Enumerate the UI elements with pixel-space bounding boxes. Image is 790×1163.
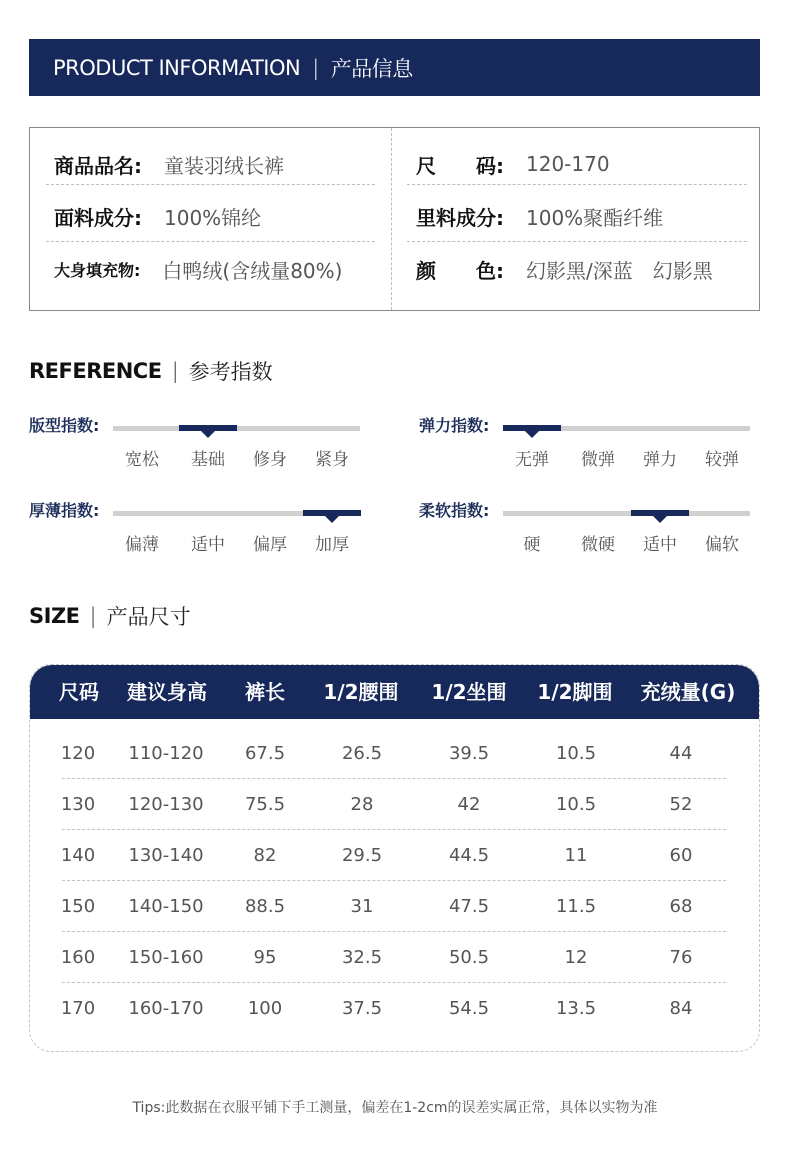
table-cell: 75.5: [244, 794, 286, 815]
index-option: 偏软: [705, 535, 739, 555]
index-softness: [419, 498, 779, 558]
product-name-value: 童装羽绒长裤: [164, 153, 284, 178]
column-header: 建议身高: [127, 680, 207, 704]
color-value: 幻影黑/深蓝: [526, 258, 633, 283]
table-cell: 60: [669, 845, 693, 866]
size-table: [29, 664, 760, 1052]
table-cell: 110-120: [128, 743, 204, 764]
table-cell: 52: [669, 794, 693, 815]
table-cell: 26.5: [341, 743, 383, 764]
table-row: [62, 932, 726, 983]
size-table-header: [30, 665, 759, 719]
table-row: [62, 728, 726, 779]
measurement-tips: Tips:此数据在衣服平铺下手工测量，偏差在1-2cm的误差实属正常，具体以实物为准: [132, 1100, 658, 1116]
table-row: [62, 830, 726, 881]
index-option: 偏厚: [253, 535, 287, 555]
info-size: [416, 136, 610, 192]
table-cell: 130-140: [128, 845, 204, 866]
index-marker-pointer: [324, 515, 340, 523]
info-color: [416, 241, 713, 297]
table-cell: 44: [669, 743, 693, 764]
column-header: 充绒量(G): [640, 680, 736, 704]
table-cell: 12: [564, 947, 588, 968]
size-separator: |: [89, 604, 97, 628]
index-label: 弹力指数:: [419, 416, 490, 435]
table-cell: 160-170: [128, 998, 204, 1019]
banner-title-cn: 产品信息: [330, 56, 413, 81]
table-cell: 84: [669, 998, 693, 1019]
table-cell: 10.5: [555, 794, 597, 815]
table-cell: 76: [669, 947, 693, 968]
reference-separator: |: [171, 359, 179, 383]
index-option: 加厚: [315, 535, 349, 555]
index-option: 微硬: [581, 535, 615, 555]
size-title-cn: 产品尺寸: [106, 605, 191, 629]
filling-value: 白鸭绒(含绒量80%): [162, 258, 343, 283]
table-cell: 68: [669, 896, 693, 917]
table-row: [62, 881, 726, 932]
reference-heading: [29, 356, 273, 386]
table-cell: 28: [350, 794, 374, 815]
info-divider-vertical: [391, 128, 392, 310]
index-marker-pointer: [200, 430, 216, 438]
table-cell: 140: [60, 845, 96, 866]
table-cell: 50.5: [448, 947, 490, 968]
fabric-label: 面料成分:: [54, 205, 142, 230]
index-thickness: [29, 498, 389, 558]
info-product-name: [54, 136, 284, 192]
index-option: 微弹: [581, 450, 615, 470]
color-value-extra: 幻影黑: [652, 258, 713, 283]
table-cell: 10.5: [555, 743, 597, 764]
table-cell: 47.5: [448, 896, 490, 917]
index-label: 厚薄指数:: [29, 501, 100, 520]
size-value: 120-170: [526, 152, 610, 176]
lining-value: 100%聚酯纤维: [526, 205, 664, 230]
index-option: 紧身: [315, 450, 349, 470]
index-label: 柔软指数:: [419, 501, 490, 520]
product-info-table: [29, 127, 760, 311]
filling-label: 大身填充物:: [54, 260, 141, 280]
table-cell: 140-150: [128, 896, 204, 917]
table-cell: 170: [60, 998, 96, 1019]
column-header: 裤长: [245, 680, 285, 704]
table-cell: 100: [247, 998, 283, 1019]
table-cell: 88.5: [244, 896, 286, 917]
index-elasticity: [419, 413, 779, 473]
table-cell: 37.5: [341, 998, 383, 1019]
table-cell: 67.5: [244, 743, 286, 764]
table-row: [62, 983, 726, 1034]
table-cell: 39.5: [448, 743, 490, 764]
reference-title-cn: 参考指数: [188, 360, 273, 384]
index-marker-pointer: [652, 515, 668, 523]
table-cell: 44.5: [448, 845, 490, 866]
table-cell: 120-130: [128, 794, 204, 815]
index-option: 适中: [643, 535, 677, 555]
table-cell: 150-160: [128, 947, 204, 968]
info-fabric: [54, 188, 261, 244]
index-marker-pointer: [524, 430, 540, 438]
table-cell: 130: [60, 794, 96, 815]
index-label: 版型指数:: [29, 416, 100, 435]
index-option: 无弹: [515, 450, 549, 470]
table-cell: 42: [457, 794, 481, 815]
reference-title-en: REFERENCE: [29, 359, 162, 383]
table-cell: 82: [253, 845, 277, 866]
banner-title-en: PRODUCT INFORMATION: [53, 55, 301, 80]
color-label: 颜 色:: [416, 258, 504, 283]
index-option: 修身: [253, 450, 287, 470]
table-cell: 95: [253, 947, 277, 968]
size-title-en: SIZE: [29, 604, 80, 628]
banner-separator: |: [312, 55, 319, 80]
table-cell: 13.5: [555, 998, 597, 1019]
index-option: 弹力: [643, 450, 677, 470]
index-option: 硬: [523, 535, 541, 555]
table-cell: 150: [60, 896, 96, 917]
product-info-banner: [29, 39, 760, 96]
table-cell: 31: [350, 896, 374, 917]
column-header: 尺码: [59, 680, 99, 704]
index-option: 宽松: [125, 450, 159, 470]
size-label: 尺 码:: [416, 153, 504, 178]
table-cell: 29.5: [341, 845, 383, 866]
table-cell: 11: [564, 845, 588, 866]
table-cell: 32.5: [341, 947, 383, 968]
info-filling: [54, 241, 342, 297]
column-header: 1/2脚围: [537, 680, 613, 704]
size-heading: [29, 601, 191, 631]
product-name-label: 商品品名:: [54, 153, 142, 178]
table-row: [62, 779, 726, 830]
info-lining: [416, 188, 663, 244]
index-option: 适中: [191, 535, 225, 555]
column-header: 1/2坐围: [431, 680, 507, 704]
index-fit: [29, 413, 389, 473]
index-track: [503, 511, 750, 516]
table-cell: 160: [60, 947, 96, 968]
index-option: 较弹: [705, 450, 739, 470]
index-option: 基础: [191, 450, 225, 470]
table-cell: 11.5: [555, 896, 597, 917]
column-header: 1/2腰围: [323, 680, 399, 704]
index-option: 偏薄: [125, 535, 159, 555]
table-cell: 120: [60, 743, 96, 764]
fabric-value: 100%锦纶: [164, 205, 262, 230]
table-cell: 54.5: [448, 998, 490, 1019]
lining-label: 里料成分:: [416, 205, 504, 230]
